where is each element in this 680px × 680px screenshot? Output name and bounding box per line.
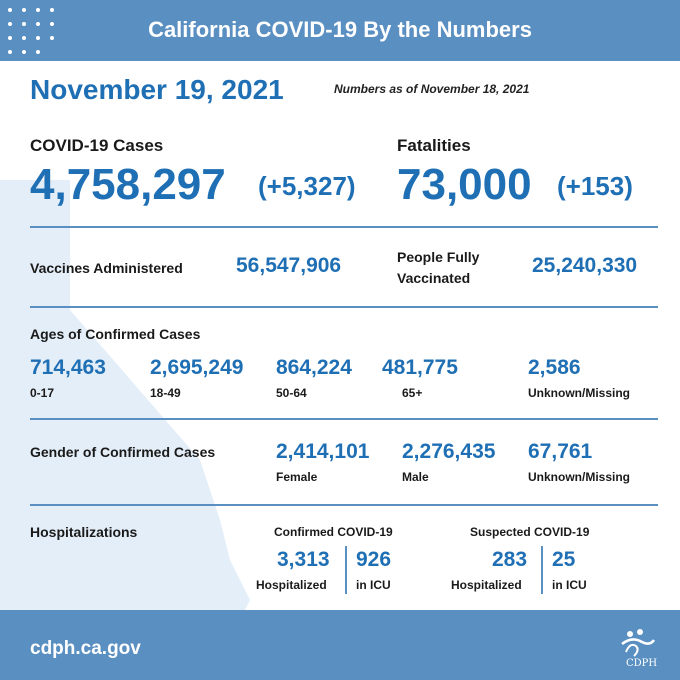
divider <box>30 418 658 420</box>
cases-value: 4,758,297 <box>30 160 226 209</box>
svg-text:CDPH: CDPH <box>626 658 658 668</box>
gender-label: Gender of Confirmed Cases <box>30 444 216 460</box>
confirmed-icu-label: in ICU <box>356 578 391 592</box>
suspected-hospitalized-value: 283 <box>492 548 528 571</box>
fatalities-change: (+153) <box>557 171 633 201</box>
age-value: 714,463 <box>30 356 106 379</box>
age-label: 0-17 <box>30 386 55 400</box>
cases-label: COVID-19 Cases <box>30 136 164 155</box>
gender-value: 67,761 <box>528 440 593 463</box>
column-separator <box>541 546 543 594</box>
ages-label: Ages of Confirmed Cases <box>30 326 201 342</box>
report-date: November 19, 2021 <box>30 74 284 105</box>
cases-change: (+5,327) <box>258 171 356 201</box>
age-value: 2,586 <box>528 356 581 379</box>
suspected-title: Suspected COVID-19 <box>470 525 590 539</box>
footer-banner <box>0 610 680 680</box>
website-link[interactable]: cdph.ca.gov <box>30 638 141 659</box>
confirmed-hospitalized-value: 3,313 <box>277 548 330 571</box>
vaccines-value: 56,547,906 <box>236 254 342 277</box>
fully-vaccinated-label-line1: People Fully <box>397 249 480 265</box>
fatalities-label: Fatalities <box>397 136 471 155</box>
header-banner <box>0 0 680 61</box>
suspected-icu-label: in ICU <box>552 578 587 592</box>
confirmed-hospitalized-label: Hospitalized <box>256 578 327 592</box>
age-label: Unknown/Missing <box>528 386 630 400</box>
gender-value: 2,276,435 <box>402 440 496 463</box>
age-value: 481,775 <box>382 356 458 379</box>
hospitalizations-label: Hospitalizations <box>30 524 138 540</box>
divider <box>30 504 658 506</box>
divider <box>30 226 658 228</box>
confirmed-title: Confirmed COVID-19 <box>274 525 393 539</box>
confirmed-icu-value: 926 <box>356 548 392 571</box>
as-of-note: Numbers as of November 18, 2021 <box>334 82 530 96</box>
fully-vaccinated-value: 25,240,330 <box>532 254 638 277</box>
cdph-logo-icon <box>616 626 658 668</box>
gender-label: Male <box>402 470 429 484</box>
gender-label: Unknown/Missing <box>528 470 630 484</box>
gender-value: 2,414,101 <box>276 440 370 463</box>
age-value: 2,695,249 <box>150 356 244 379</box>
page-title: California COVID-19 By the Numbers <box>148 17 532 42</box>
age-label: 18-49 <box>150 386 181 400</box>
gender-label: Female <box>276 470 318 484</box>
fully-vaccinated-label-line2: Vaccinated <box>397 270 471 286</box>
age-label: 65+ <box>402 386 423 400</box>
age-label: 50-64 <box>276 386 307 400</box>
vaccines-label: Vaccines Administered <box>30 260 183 276</box>
age-value: 864,224 <box>276 356 352 379</box>
column-separator <box>345 546 347 594</box>
fatalities-value: 73,000 <box>397 160 532 209</box>
divider <box>30 306 658 308</box>
suspected-hospitalized-label: Hospitalized <box>451 578 522 592</box>
suspected-icu-value: 25 <box>552 548 576 571</box>
